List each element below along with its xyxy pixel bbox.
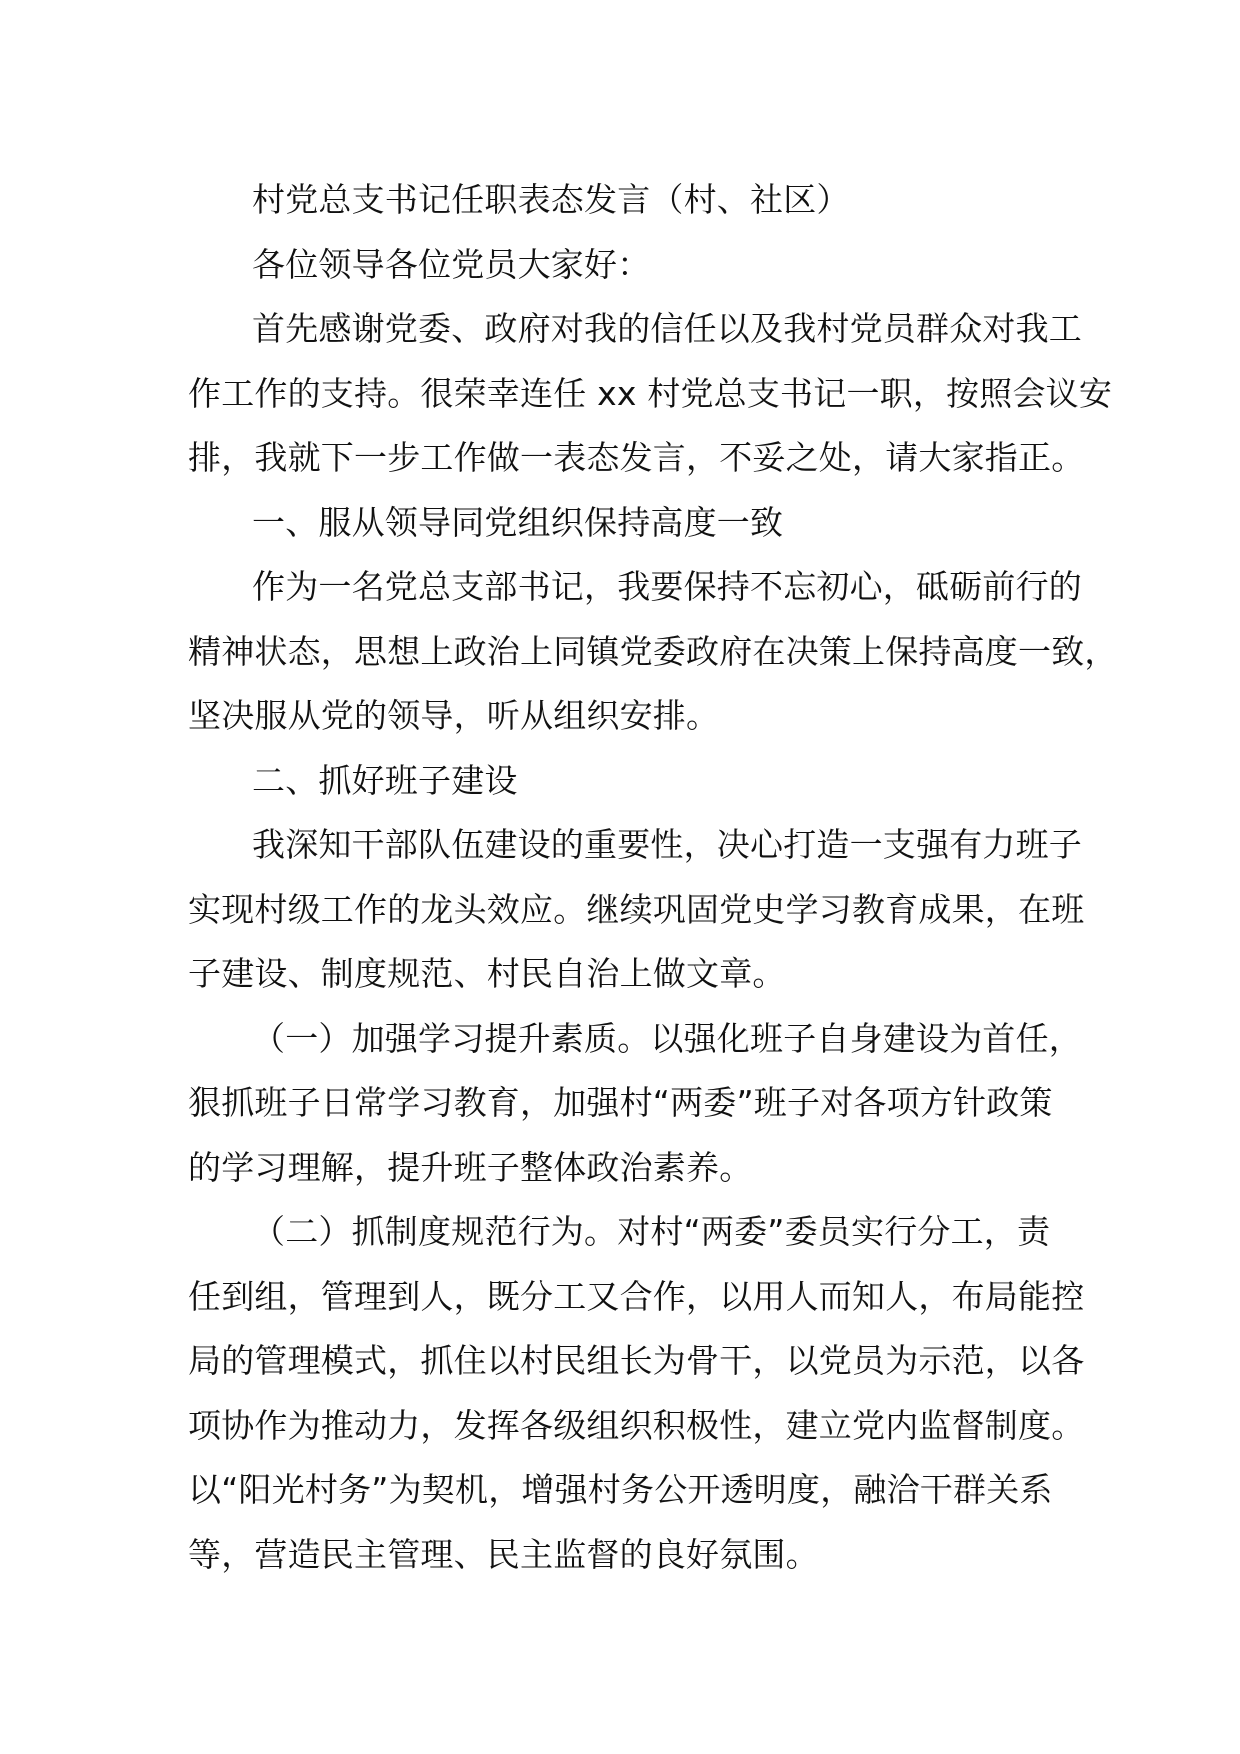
paragraph-5-line-4: 项协作为推动力，发挥各级组织积极性，建立党内监督制度。 (188, 1405, 1085, 1445)
paragraph-5-line-1: （二）抓制度规范行为。对村“两委”委员实行分工，责 (252, 1212, 1051, 1251)
paragraph-5-line-5: 以“阳光村务”为契机，增强村务公开透明度，融洽干群关系 (188, 1470, 1053, 1509)
paragraph-5-line-3: 局的管理模式，抓住以村民组长为骨干，以党员为示范，以各 (188, 1341, 1085, 1380)
paragraph-3-line-1: 我深知干部队伍建设的重要性，决心打造一支强有力班子 (252, 825, 1082, 864)
paragraph-1-line-2: 作工作的支持。很荣幸连任 xx 村党总支书记一职，按照会议安 (188, 373, 1113, 413)
section-heading-2: 二、抓好班子建设 (252, 760, 518, 800)
paragraph-3-line-3: 子建设、制度规范、村民自治上做文章。 (188, 954, 786, 993)
paragraph-2-line-3: 坚决服从党的领导，听从组织安排。 (188, 696, 720, 735)
paragraph-3-line-2: 实现村级工作的龙头效应。继续巩固党史学习教育成果，在班 (188, 889, 1085, 929)
document-title: 村党总支书记任职表态发言（村、社区） (252, 180, 850, 219)
paragraph-2-line-2: 精神状态，思想上政治上同镇党委政府在决策上保持高度一致， (188, 631, 1118, 671)
section-heading-1: 一、服从领导同党组织保持高度一致 (252, 502, 784, 542)
paragraph-4-line-3: 的学习理解，提升班子整体政治素养。 (188, 1147, 753, 1187)
paragraph-5-line-6: 等，营造民主管理、民主监督的良好氛围。 (188, 1534, 819, 1574)
paragraph-4-line-2: 狠抓班子日常学习教育，加强村“两委”班子对各项方针政策 (188, 1083, 1053, 1122)
paragraph-2-line-1: 作为一名党总支部书记，我要保持不忘初心，砥砺前行的 (252, 567, 1082, 606)
paragraph-5-line-2: 任到组，管理到人，既分工又合作，以用人而知人，布局能控 (188, 1276, 1085, 1316)
paragraph-4-line-1: （一）加强学习提升素质。以强化班子自身建设为首任， (252, 1018, 1082, 1058)
greeting-line: 各位领导各位党员大家好： (252, 244, 651, 284)
paragraph-1-line-1: 首先感谢党委、政府对我的信任以及我村党员群众对我工 (252, 309, 1082, 348)
paragraph-1-line-3: 排，我就下一步工作做一表态发言，不妥之处，请大家指正。 (188, 438, 1085, 477)
document-body (188, 168, 1118, 1587)
